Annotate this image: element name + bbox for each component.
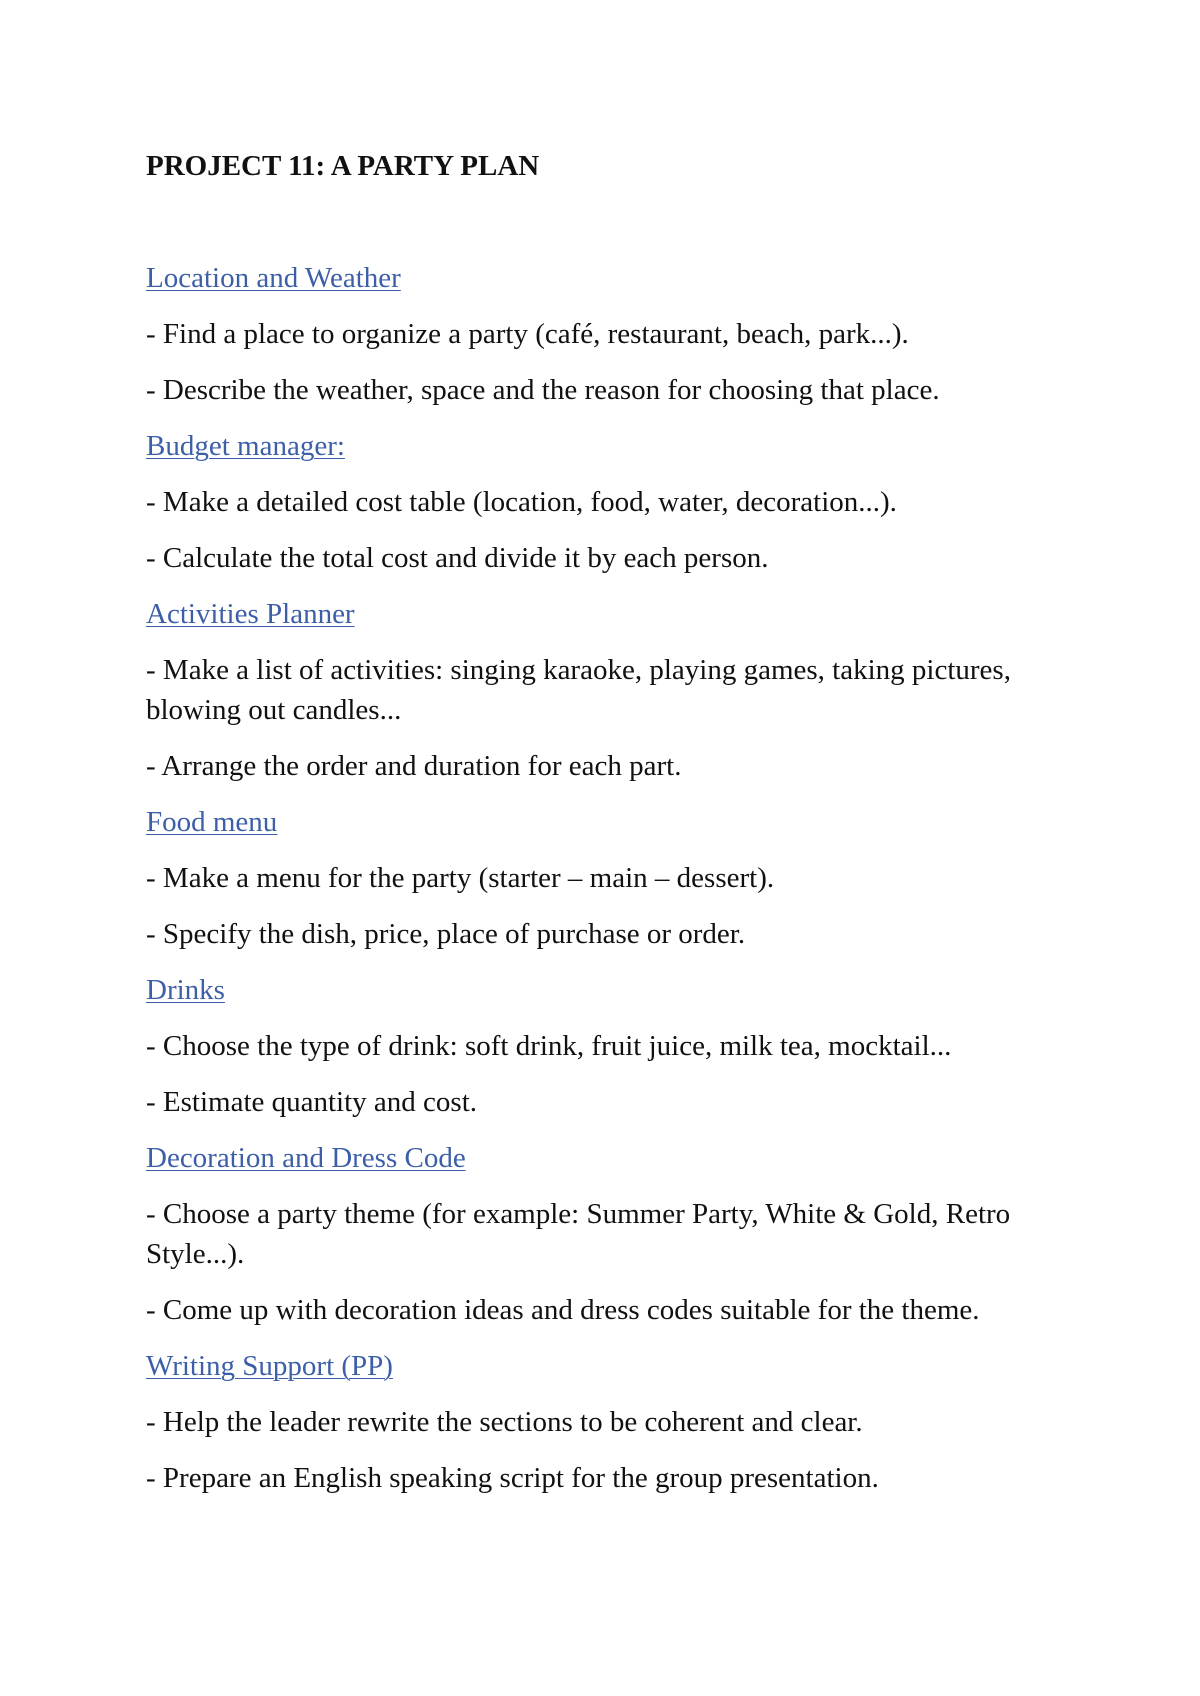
section-drinks xyxy=(146,970,1086,1122)
page-title: PROJECT 11: A PARTY PLAN xyxy=(146,150,540,182)
list-item: - Describe the weather, space and the reason for choosing that place. xyxy=(146,374,940,406)
list-item: - Prepare an English speaking script for the group presentation. xyxy=(146,1462,879,1494)
list-item: - Make a menu for the party (starter – main – dessert). xyxy=(146,862,775,894)
section-heading-link[interactable]: Budget manager: xyxy=(146,430,345,462)
section-heading-link[interactable]: Food menu xyxy=(146,806,278,838)
list-item: - Calculate the total cost and divide it by each person. xyxy=(146,542,769,574)
list-item: - Make a detailed cost table (location, food, water, decoration...). xyxy=(146,486,897,518)
list-item: - Come up with decoration ideas and dress codes suitable for the theme. xyxy=(146,1294,980,1326)
section-food-menu xyxy=(146,802,1086,954)
list-item: - Arrange the order and duration for each part. xyxy=(146,750,682,782)
document-page xyxy=(146,146,1086,1514)
list-item: - Help the leader rewrite the sections to be coherent and clear. xyxy=(146,1406,863,1438)
section-writing-support xyxy=(146,1346,1086,1498)
section-activities-planner xyxy=(146,594,1086,786)
section-decoration-dress-code xyxy=(146,1138,1086,1330)
section-heading-link[interactable]: Activities Planner xyxy=(146,598,355,630)
section-heading-link[interactable]: Drinks xyxy=(146,974,225,1006)
section-budget-manager xyxy=(146,426,1086,578)
list-item: - Make a list of activities: singing karaoke, playing games, taking pictures, blowing out candles... xyxy=(146,654,1011,726)
list-item: - Find a place to organize a party (café, restaurant, beach, park...). xyxy=(146,318,909,350)
list-item: - Estimate quantity and cost. xyxy=(146,1086,478,1118)
section-location-weather xyxy=(146,258,1086,410)
section-heading-link[interactable]: Decoration and Dress Code xyxy=(146,1142,466,1174)
list-item: - Choose a party theme (for example: Summer Party, White & Gold, Retro Style...). xyxy=(146,1198,1011,1270)
list-item: - Choose the type of drink: soft drink, fruit juice, milk tea, mocktail... xyxy=(146,1030,952,1062)
section-heading-link[interactable]: Writing Support (PP) xyxy=(146,1350,393,1382)
list-item: - Specify the dish, price, place of purchase or order. xyxy=(146,918,746,950)
section-heading-link[interactable]: Location and Weather xyxy=(146,262,401,294)
